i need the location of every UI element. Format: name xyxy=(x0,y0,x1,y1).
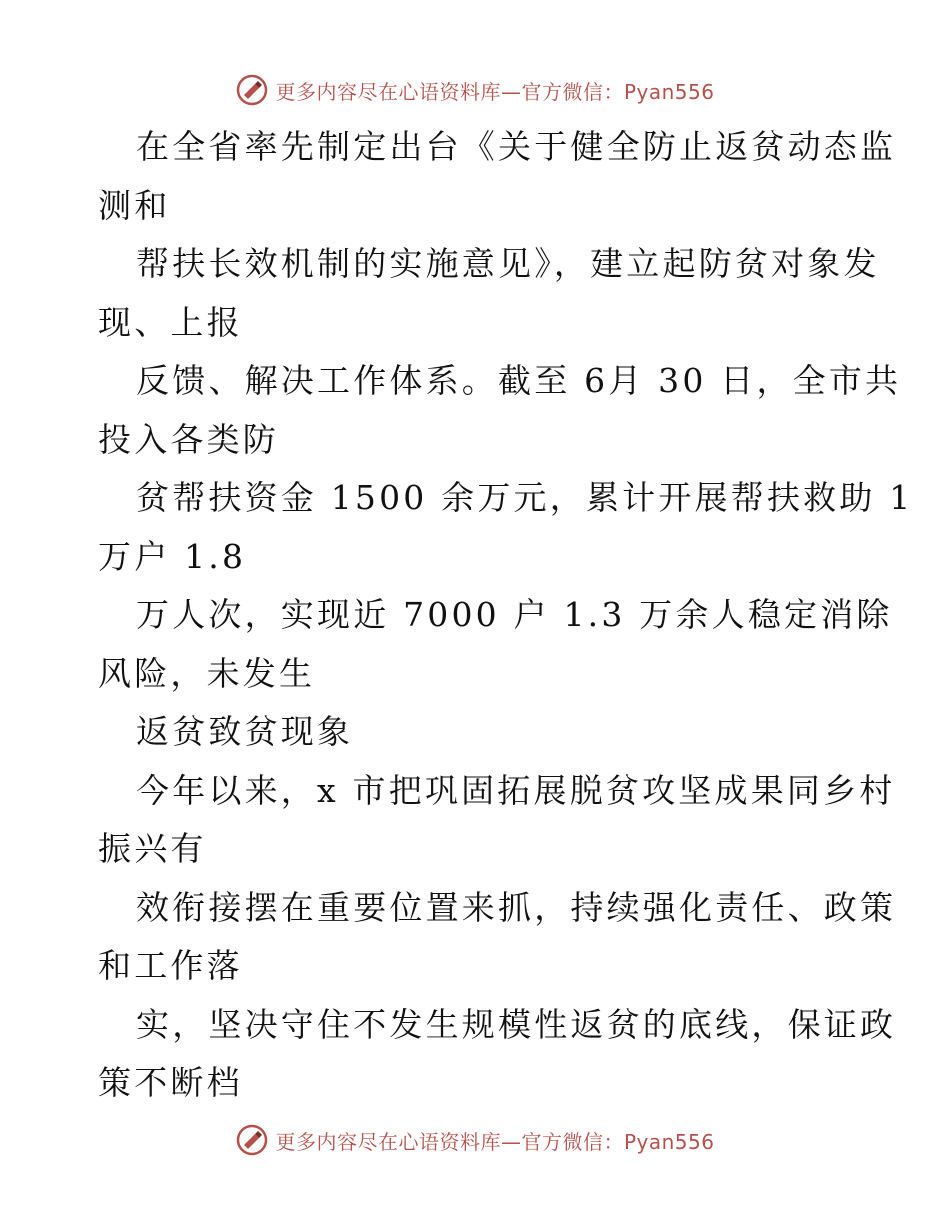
text-line: 效衔接摆在重要位置来抓，持续强化责任、政策 xyxy=(136,887,897,927)
text-line: 风险，未发生 xyxy=(98,653,316,693)
text-line: 现、上报 xyxy=(98,302,243,342)
header-watermark-banner xyxy=(0,70,950,110)
text-line: 策不断档 xyxy=(98,1063,243,1102)
text-line: 帮扶长效机制的实施意见》，建立起防贫对象发 xyxy=(136,244,880,283)
pen-logo-icon xyxy=(235,73,269,107)
header-watermark-text: 更多内容尽在心语资料库—官方微信：Pyan556 xyxy=(275,79,715,104)
footer-watermark-banner xyxy=(0,1120,950,1160)
text-line: 测和 xyxy=(98,185,171,225)
text-line: 振兴有 xyxy=(98,829,207,868)
text-line: 在全省率先制定出台《关于健全防止返贫动态监 xyxy=(136,127,897,166)
text-line: 贫帮扶资金 1500 余万元，累计开展帮扶救助 1 xyxy=(136,478,914,517)
text-line: 返贫致贫现象 xyxy=(136,712,354,751)
document-body xyxy=(98,118,914,1113)
text-line: 万户 1.8 xyxy=(98,536,247,576)
text-line: 和工作落 xyxy=(98,946,243,985)
text-line: 万人次，实现近 7000 户 1.3 万余人稳定消除 xyxy=(136,595,893,634)
text-line: 反馈、解决工作体系。截至 6月 30 日，全市共 xyxy=(136,361,902,400)
text-line: 投入各类防 xyxy=(98,419,279,459)
pen-logo-icon xyxy=(235,1123,269,1157)
text-line: 今年以来，x 市把巩固拓展脱贫攻坚成果同乡村 xyxy=(136,770,896,810)
footer-watermark-text: 更多内容尽在心语资料库—官方微信：Pyan556 xyxy=(275,1129,715,1154)
text-line: 实，坚决守住不发生规模性返贫的底线，保证政 xyxy=(136,1004,897,1044)
